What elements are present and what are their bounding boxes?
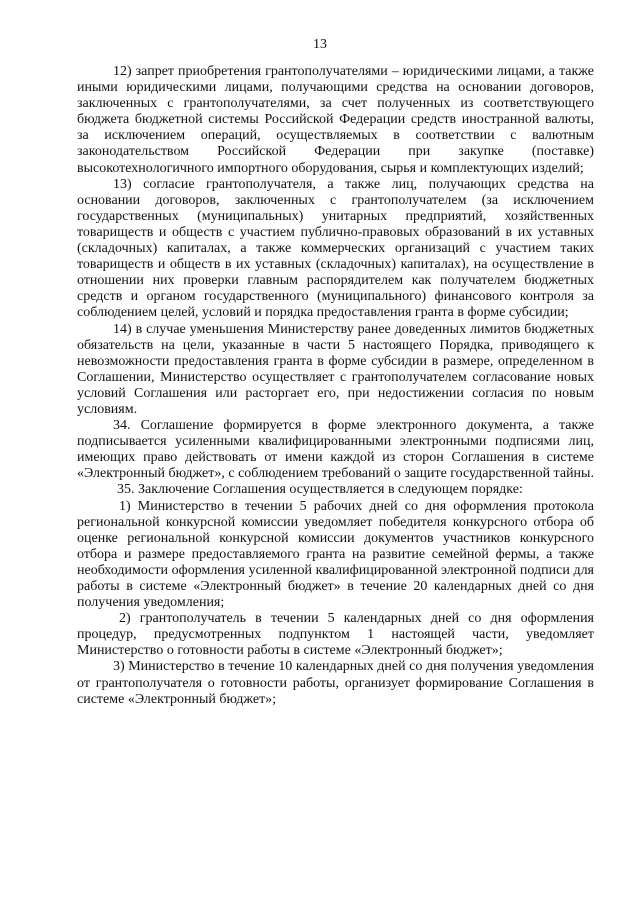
- paragraph-subitem-3: 3) Министерство в течение 10 календарных дней со дня получения уведомления от грантополучателя о готовности работы, организует формирование Соглашения в системе «Электронный бюджет»;: [77, 659, 594, 707]
- paragraph-item-14: 14) в случае уменьшения Министерству ранее доведенных лимитов бюджетных обязательств на цели, указанные в части 5 настоящего Порядка, приводящего к невозможности предоставления гранта в форме субсидии в размере, определенном в Соглашении, Министерство осуществляет с грантополучателем согласование новых условий Соглашения или расторгает его, при недостижении согласия по новым условиям.: [77, 321, 594, 417]
- page-number: 13: [313, 37, 327, 52]
- paragraph-subitem-1: 1) Министерство в течении 5 рабочих дней со дня оформления протокола региональной конкурсной комиссии уведомляет победителя конкурсного отбора об оценке региональной конкурсной комиссии документов участников конкурсного отбора и размере предоставляемого гранта на развитие семейной фермы, а также необходимости оформления усиленной квалифицированной электронной подписи для работы в системе «Электронный бюджет» в течение 20 календарных дней со дня получения уведомления;: [77, 498, 594, 611]
- paragraph-section-35: 35. Заключение Соглашения осуществляется в следующем порядке:: [117, 482, 523, 498]
- paragraph-section-34: 34. Соглашение формируется в форме электронного документа, а также подписывается усиленными квалифицированными электронными подписями лиц, имеющих право действовать от имени каждой из сторон Соглашения в системе «Электронный бюджет», с соблюдением требований о защите государственной тайны.: [77, 418, 594, 482]
- paragraph-item-13: 13) согласие грантополучателя, а также лиц, получающих средства на основании договоров, заключенных с грантополучателем (за исключением государственных (муниципальных) унитарных предприятий, хозяйственных товариществ и обществ с участием публично-правовых образований в их уставных (складочных) капиталах, а также коммерческих организаций с участием таких товариществ и обществ в их уставных (складочных) капиталах), на осуществление в отношении них проверки главным распорядителем как получателем бюджетных средств и органом государственного (муниципального) финансового контроля за соблюдением целей, условий и порядка предоставления гранта в форме субсидии;: [77, 176, 594, 321]
- paragraph-subitem-2: 2) грантополучатель в течении 5 календарных дней со дня оформления процедур, предусмотренных подпунктом 1 настоящей части, уведомляет Министерство о готовности работы в системе «Электронный бюджет»;: [77, 611, 594, 659]
- document-body: [77, 64, 594, 708]
- paragraph-item-12: 12) запрет приобретения грантополучателями – юридическими лицами, а также иными юридическими лицами, получающими средства на основании договоров, заключенных с грантополучателями, за счет полученных из соответствующего бюджета бюджетной системы Российской Федерации средств иностранной валюты, за исключением операций, осуществляемых в соответствии с валютным законодательством Российской Федерации при закупке (поставке) высокотехнологичного импортного оборудования, сырья и комплектующих изделий;: [77, 64, 594, 176]
